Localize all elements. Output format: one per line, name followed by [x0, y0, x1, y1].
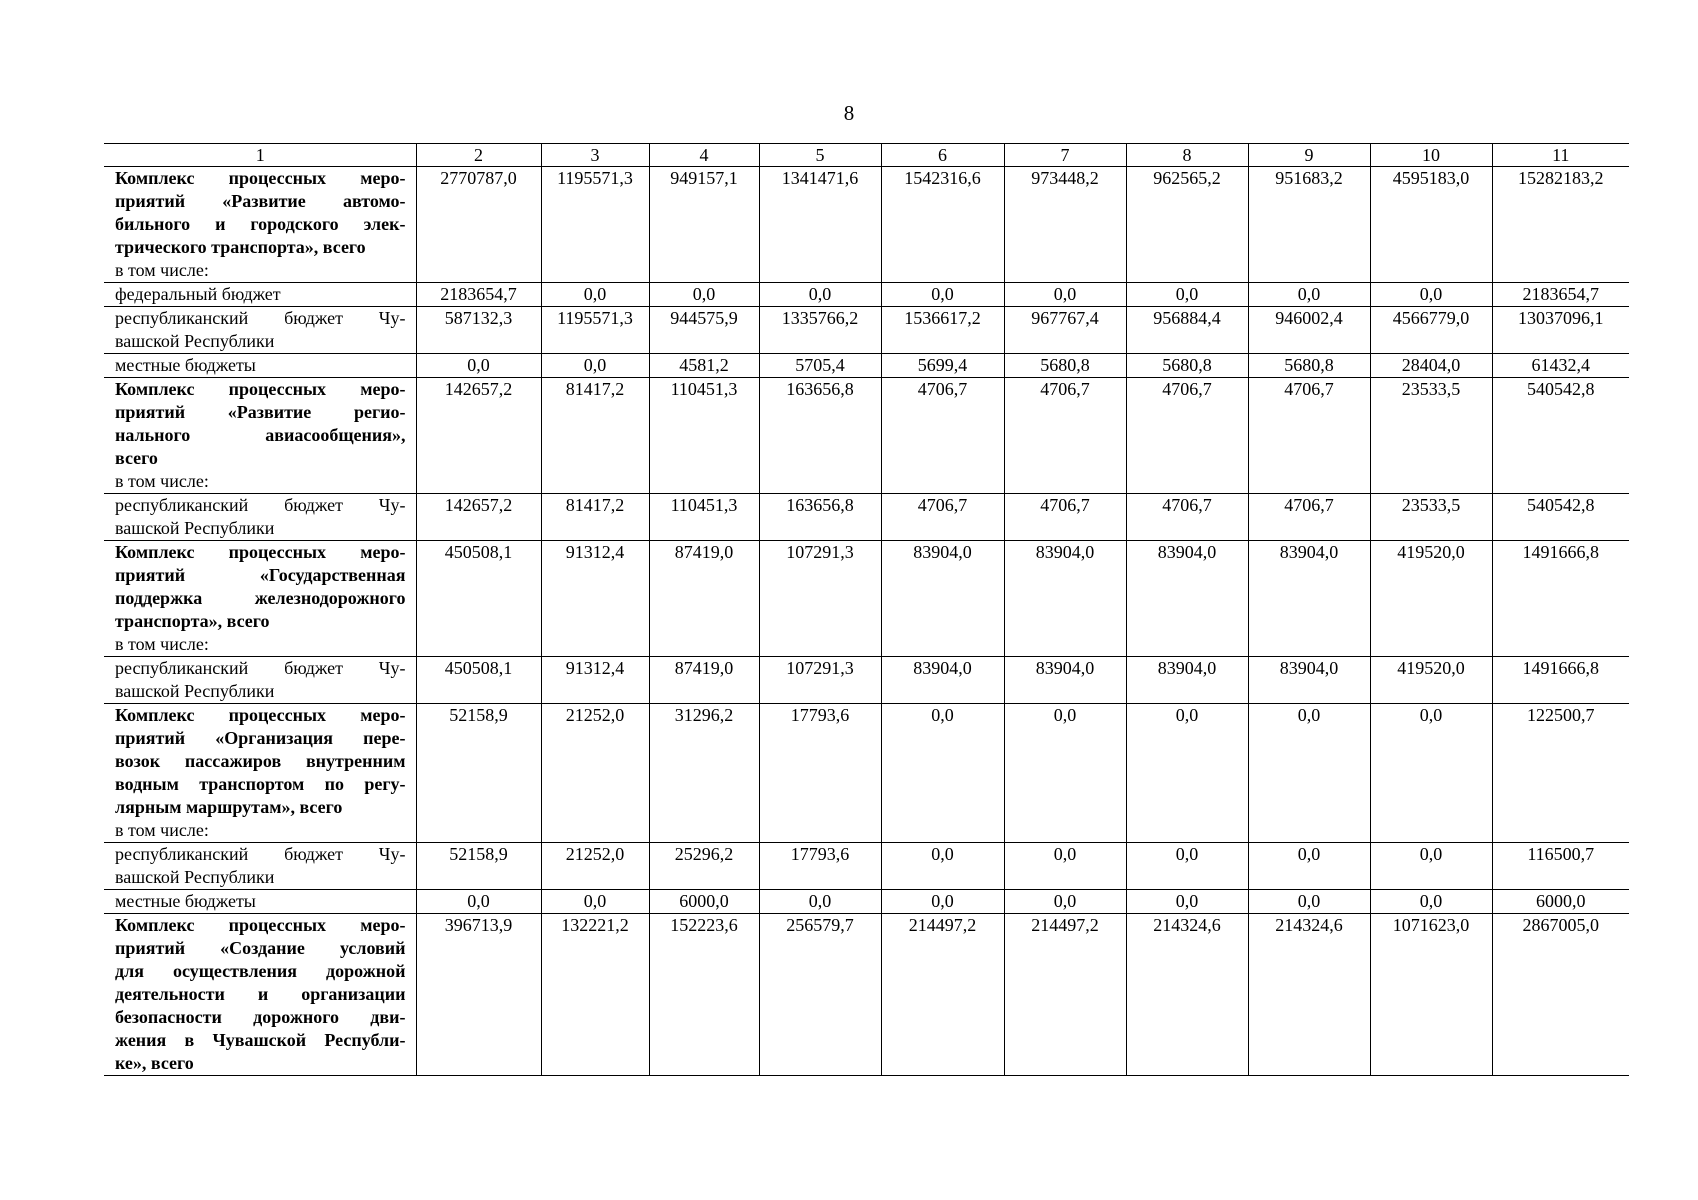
table-row: [104, 657, 1629, 704]
label-line: Комплекс процессных меро-: [115, 379, 406, 399]
value-cell: 0,0: [1248, 843, 1370, 890]
value-cell: 4706,7: [1004, 378, 1126, 494]
value-cell: 163656,8: [759, 494, 881, 541]
label-line: трического транспорта», всего: [115, 237, 366, 257]
value-cell: 13037096,1: [1492, 307, 1629, 354]
label-line: Комплекс процессных меро-: [115, 168, 406, 188]
value-cell: 419520,0: [1370, 657, 1492, 704]
value-cell: 142657,2: [416, 494, 541, 541]
table-row: [104, 307, 1629, 354]
value-cell: 0,0: [1370, 704, 1492, 843]
table-header-row: [104, 144, 1629, 167]
value-cell: 142657,2: [416, 378, 541, 494]
table-row: [104, 354, 1629, 378]
column-header: 2: [416, 144, 541, 167]
label-line: ке», всего: [115, 1053, 194, 1073]
label-line: приятий «Развитие автомо-: [115, 191, 406, 211]
column-header: 3: [541, 144, 649, 167]
value-cell: 2183654,7: [416, 283, 541, 307]
value-cell: 116500,7: [1492, 843, 1629, 890]
value-cell: 0,0: [541, 890, 649, 914]
value-cell: 107291,3: [759, 657, 881, 704]
including-note: в том числе:: [115, 471, 209, 491]
value-cell: 1341471,6: [759, 167, 881, 283]
column-header: 5: [759, 144, 881, 167]
funding-source-label-cell: [104, 843, 416, 890]
value-cell: 587132,3: [416, 307, 541, 354]
value-cell: 214324,6: [1126, 914, 1248, 1076]
value-cell: 21252,0: [541, 843, 649, 890]
value-cell: 110451,3: [649, 494, 759, 541]
value-cell: 52158,9: [416, 704, 541, 843]
label-line: республиканский бюджет Чу-: [115, 495, 406, 515]
value-cell: 0,0: [416, 354, 541, 378]
value-cell: 0,0: [881, 704, 1004, 843]
label-line: приятий «Государственная: [115, 565, 406, 585]
table-row: [104, 843, 1629, 890]
value-cell: 5680,8: [1004, 354, 1126, 378]
value-cell: 91312,4: [541, 541, 649, 657]
value-cell: 25296,2: [649, 843, 759, 890]
value-cell: 0,0: [541, 354, 649, 378]
value-cell: 962565,2: [1126, 167, 1248, 283]
label-line: Комплекс процессных меро-: [115, 915, 406, 935]
value-cell: 0,0: [649, 283, 759, 307]
value-cell: 0,0: [1004, 704, 1126, 843]
value-cell: 4595183,0: [1370, 167, 1492, 283]
value-cell: 17793,6: [759, 704, 881, 843]
page-number: 8: [843, 101, 855, 125]
funding-source-label-cell: [104, 890, 416, 914]
program-label-cell: [104, 167, 416, 283]
value-cell: 0,0: [1126, 704, 1248, 843]
value-cell: 956884,4: [1126, 307, 1248, 354]
funding-source-label-cell: [104, 657, 416, 704]
value-cell: 419520,0: [1370, 541, 1492, 657]
including-note: в том числе:: [115, 634, 209, 654]
label-line: нального авиасообщения»,: [115, 425, 406, 445]
value-cell: 81417,2: [541, 494, 649, 541]
label-line: для осуществления дорожной: [115, 961, 406, 981]
value-cell: 4706,7: [1126, 494, 1248, 541]
value-cell: 1195571,3: [541, 167, 649, 283]
value-cell: 1536617,2: [881, 307, 1004, 354]
column-header: 6: [881, 144, 1004, 167]
including-note: в том числе:: [115, 260, 209, 280]
label-line: Комплекс процессных меро-: [115, 705, 406, 725]
value-cell: 0,0: [1248, 704, 1370, 843]
value-cell: 4706,7: [1248, 378, 1370, 494]
value-cell: 110451,3: [649, 378, 759, 494]
funding-source-label-cell: [104, 307, 416, 354]
label-line: приятий «Организация пере-: [115, 728, 406, 748]
value-cell: 23533,5: [1370, 494, 1492, 541]
table-row: [104, 890, 1629, 914]
value-cell: 0,0: [1004, 843, 1126, 890]
table-row: [104, 378, 1629, 494]
table-row: [104, 704, 1629, 843]
value-cell: 0,0: [1370, 890, 1492, 914]
label-line: республиканский бюджет Чу-: [115, 844, 406, 864]
value-cell: 256579,7: [759, 914, 881, 1076]
value-cell: 0,0: [881, 843, 1004, 890]
value-cell: 31296,2: [649, 704, 759, 843]
funding-source-label-cell: [104, 283, 416, 307]
value-cell: 87419,0: [649, 657, 759, 704]
value-cell: 83904,0: [881, 657, 1004, 704]
program-label-cell: [104, 378, 416, 494]
value-cell: 83904,0: [1126, 657, 1248, 704]
label-line: приятий «Развитие регио-: [115, 402, 406, 422]
label-line: возок пассажиров внутренним: [115, 751, 406, 771]
value-cell: 4706,7: [1248, 494, 1370, 541]
program-label-cell: [104, 914, 416, 1076]
value-cell: 0,0: [541, 283, 649, 307]
value-cell: 4706,7: [1004, 494, 1126, 541]
value-cell: 0,0: [1248, 890, 1370, 914]
value-cell: 122500,7: [1492, 704, 1629, 843]
funding-source-label-cell: [104, 354, 416, 378]
value-cell: 0,0: [1004, 890, 1126, 914]
value-cell: 83904,0: [1004, 657, 1126, 704]
label-line: Комплекс процессных меро-: [115, 542, 406, 562]
value-cell: 17793,6: [759, 843, 881, 890]
value-cell: 83904,0: [1126, 541, 1248, 657]
value-cell: 450508,1: [416, 657, 541, 704]
label-line: всего: [115, 448, 158, 468]
value-cell: 0,0: [1370, 283, 1492, 307]
table-row: [104, 167, 1629, 283]
including-note: в том числе:: [115, 820, 209, 840]
value-cell: 4581,2: [649, 354, 759, 378]
value-cell: 81417,2: [541, 378, 649, 494]
value-cell: 152223,6: [649, 914, 759, 1076]
value-cell: 0,0: [1126, 283, 1248, 307]
column-header: 10: [1370, 144, 1492, 167]
value-cell: 87419,0: [649, 541, 759, 657]
value-cell: 0,0: [1126, 843, 1248, 890]
value-cell: 52158,9: [416, 843, 541, 890]
value-cell: 83904,0: [1248, 657, 1370, 704]
value-cell: 6000,0: [649, 890, 759, 914]
value-cell: 1195571,3: [541, 307, 649, 354]
value-cell: 0,0: [881, 890, 1004, 914]
value-cell: 1071623,0: [1370, 914, 1492, 1076]
value-cell: 450508,1: [416, 541, 541, 657]
program-label-cell: [104, 541, 416, 657]
label-line: безопасности дорожного дви-: [115, 1007, 406, 1027]
label-line: вашской Республики: [115, 867, 275, 887]
label-line: водным транспортом по регу-: [115, 774, 406, 794]
value-cell: 83904,0: [1248, 541, 1370, 657]
value-cell: 5705,4: [759, 354, 881, 378]
value-cell: 4706,7: [881, 378, 1004, 494]
label-line: жения в Чувашской Республи-: [115, 1030, 406, 1050]
budget-table: [104, 143, 1629, 1076]
value-cell: 4706,7: [881, 494, 1004, 541]
value-cell: 83904,0: [1004, 541, 1126, 657]
value-cell: 6000,0: [1492, 890, 1629, 914]
label-line: деятельности и организации: [115, 984, 406, 1004]
value-cell: 951683,2: [1248, 167, 1370, 283]
value-cell: 28404,0: [1370, 354, 1492, 378]
value-cell: 5680,8: [1248, 354, 1370, 378]
label-line: республиканский бюджет Чу-: [115, 308, 406, 328]
table-row: [104, 283, 1629, 307]
value-cell: 5680,8: [1126, 354, 1248, 378]
value-cell: 163656,8: [759, 378, 881, 494]
value-cell: 1491666,8: [1492, 657, 1629, 704]
table-row: [104, 541, 1629, 657]
label-line: поддержка железнодорожного: [115, 588, 406, 608]
value-cell: 2867005,0: [1492, 914, 1629, 1076]
value-cell: 15282183,2: [1492, 167, 1629, 283]
value-cell: 540542,8: [1492, 378, 1629, 494]
value-cell: 973448,2: [1004, 167, 1126, 283]
value-cell: 21252,0: [541, 704, 649, 843]
value-cell: 946002,4: [1248, 307, 1370, 354]
label-line: местные бюджеты: [115, 891, 256, 911]
value-cell: 0,0: [1004, 283, 1126, 307]
value-cell: 0,0: [881, 283, 1004, 307]
value-cell: 0,0: [416, 890, 541, 914]
label-line: республиканский бюджет Чу-: [115, 658, 406, 678]
table-row: [104, 494, 1629, 541]
column-header: 4: [649, 144, 759, 167]
value-cell: 214497,2: [881, 914, 1004, 1076]
label-line: местные бюджеты: [115, 355, 256, 375]
label-line: вашской Республики: [115, 331, 275, 351]
column-header: 11: [1492, 144, 1629, 167]
table-row: [104, 914, 1629, 1076]
value-cell: 132221,2: [541, 914, 649, 1076]
value-cell: 61432,4: [1492, 354, 1629, 378]
value-cell: 5699,4: [881, 354, 1004, 378]
value-cell: 107291,3: [759, 541, 881, 657]
value-cell: 214324,6: [1248, 914, 1370, 1076]
value-cell: 967767,4: [1004, 307, 1126, 354]
column-header: 7: [1004, 144, 1126, 167]
program-label-cell: [104, 704, 416, 843]
value-cell: 1542316,6: [881, 167, 1004, 283]
value-cell: 214497,2: [1004, 914, 1126, 1076]
value-cell: 0,0: [1370, 843, 1492, 890]
label-line: приятий «Создание условий: [115, 938, 406, 958]
column-header: 8: [1126, 144, 1248, 167]
value-cell: 949157,1: [649, 167, 759, 283]
value-cell: 0,0: [1126, 890, 1248, 914]
value-cell: 91312,4: [541, 657, 649, 704]
value-cell: 2183654,7: [1492, 283, 1629, 307]
label-line: лярным маршрутам», всего: [115, 797, 343, 817]
value-cell: 0,0: [759, 283, 881, 307]
label-line: бильного и городского элек-: [115, 214, 406, 234]
value-cell: 0,0: [759, 890, 881, 914]
value-cell: 2770787,0: [416, 167, 541, 283]
value-cell: 396713,9: [416, 914, 541, 1076]
value-cell: 4566779,0: [1370, 307, 1492, 354]
column-header: 1: [104, 144, 416, 167]
column-header: 9: [1248, 144, 1370, 167]
value-cell: 1491666,8: [1492, 541, 1629, 657]
value-cell: 83904,0: [881, 541, 1004, 657]
value-cell: 0,0: [1248, 283, 1370, 307]
value-cell: 944575,9: [649, 307, 759, 354]
value-cell: 540542,8: [1492, 494, 1629, 541]
label-line: вашской Республики: [115, 518, 275, 538]
funding-source-label-cell: [104, 494, 416, 541]
label-line: вашской Республики: [115, 681, 275, 701]
label-line: федеральный бюджет: [115, 284, 281, 304]
value-cell: 4706,7: [1126, 378, 1248, 494]
value-cell: 23533,5: [1370, 378, 1492, 494]
label-line: транспорта», всего: [115, 611, 270, 631]
value-cell: 1335766,2: [759, 307, 881, 354]
